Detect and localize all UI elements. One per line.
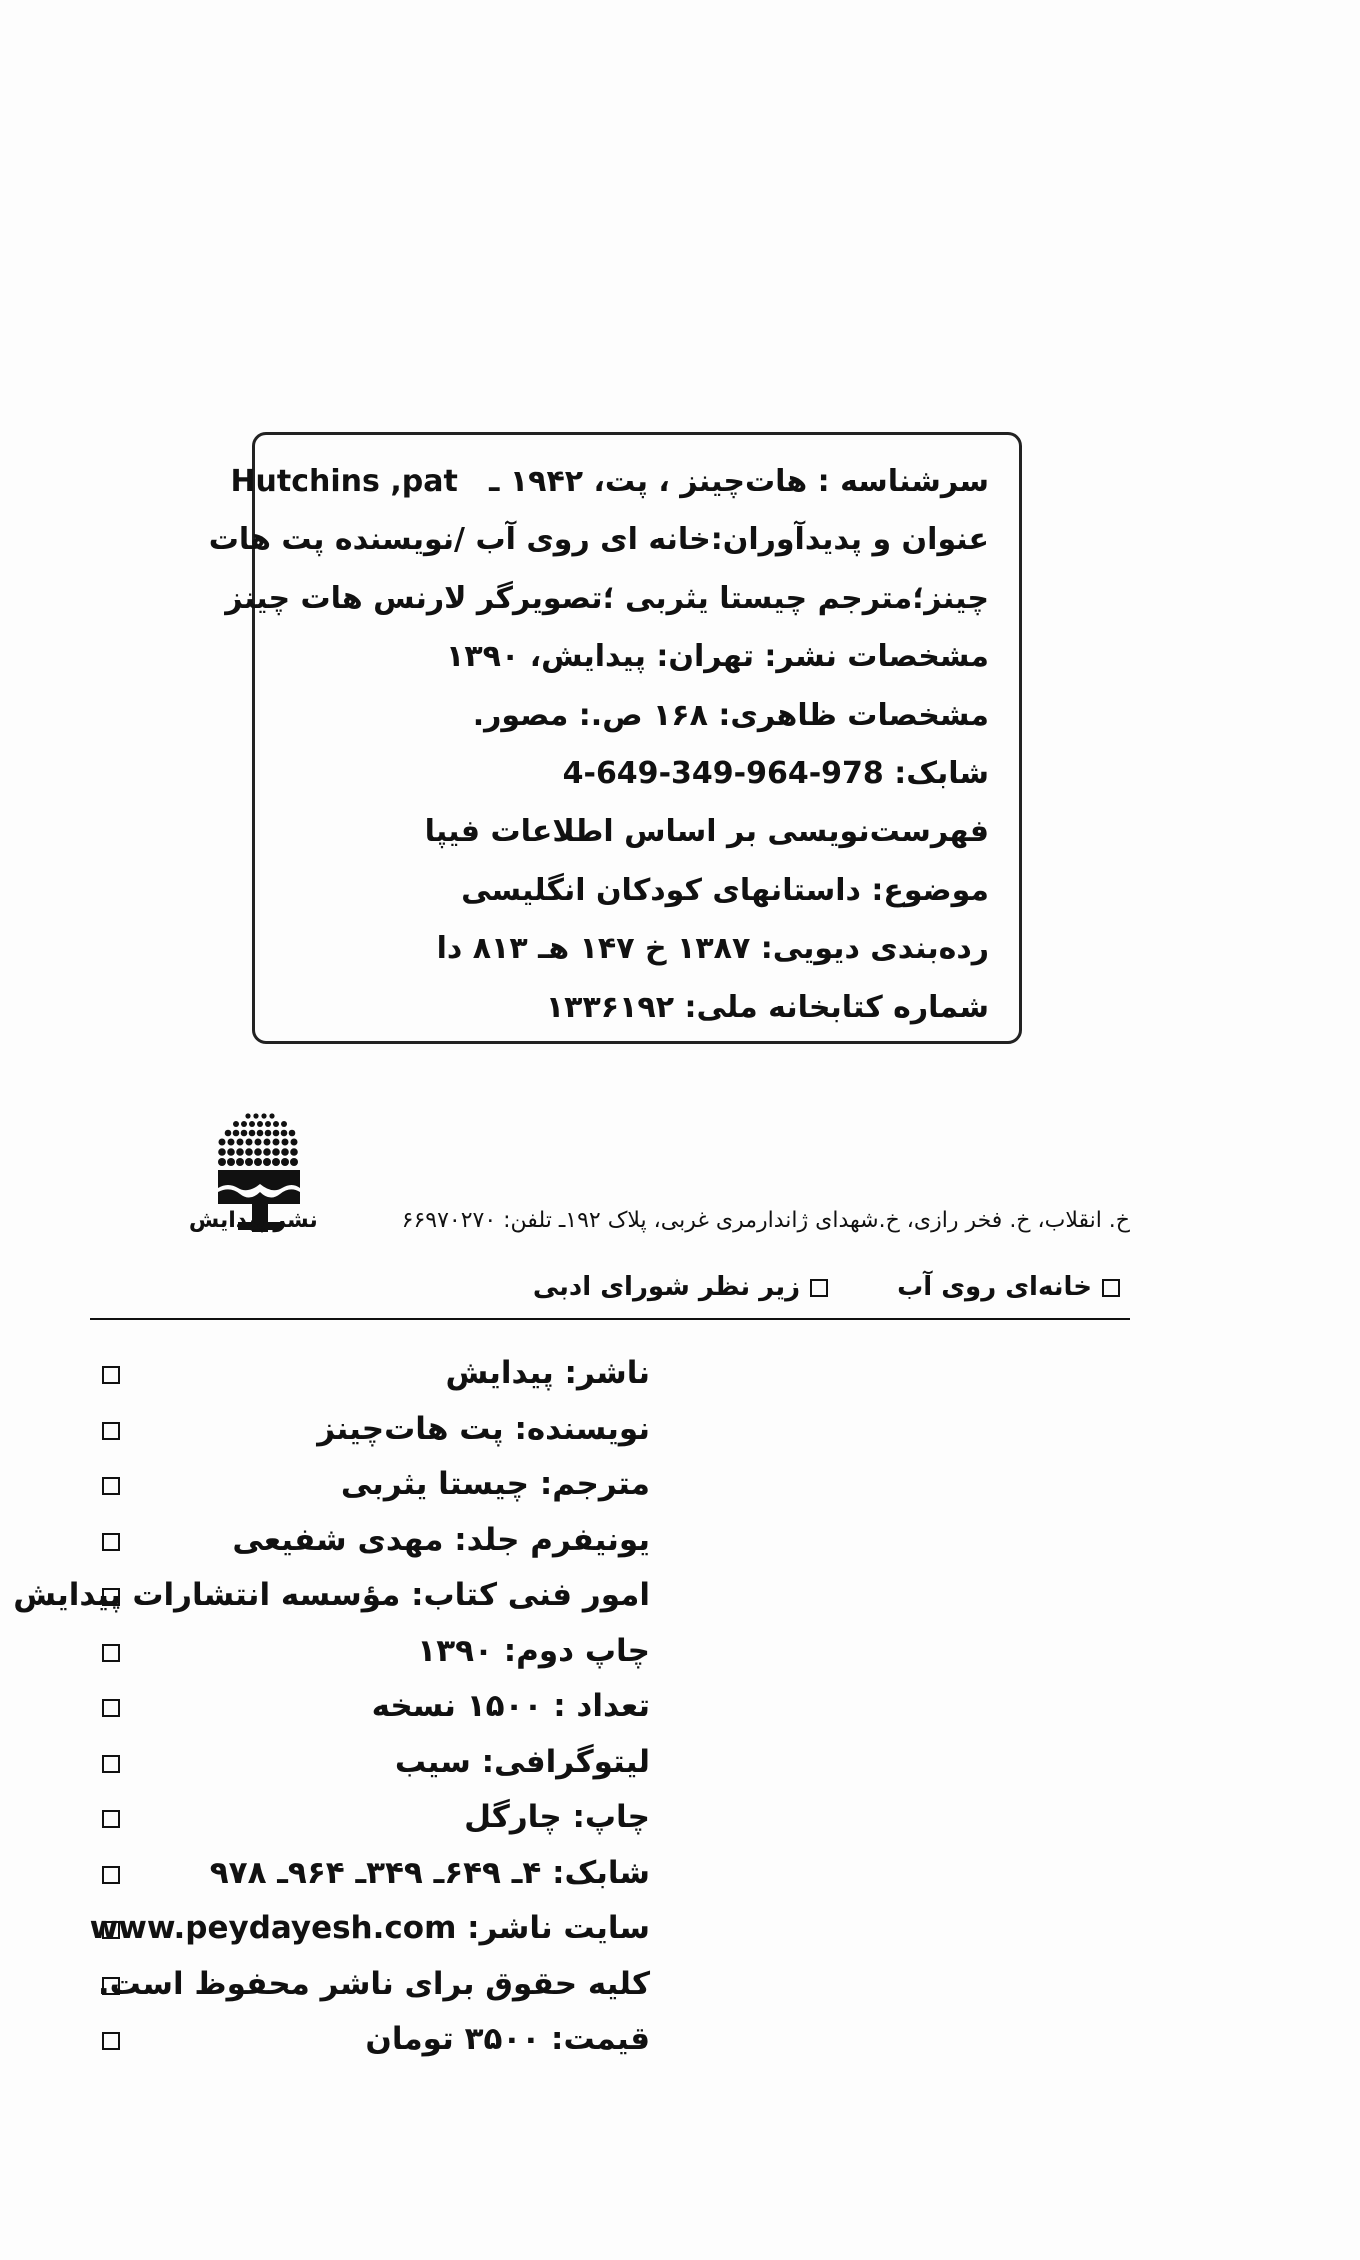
cip-heading-persian: سرشناسه : هات‌چینز ، پت، ۱۹۴۲ ـ bbox=[489, 464, 989, 499]
checkbox-icon bbox=[102, 1699, 120, 1717]
checkbox-icon bbox=[810, 1279, 828, 1297]
checkbox-icon bbox=[102, 1422, 120, 1440]
publisher-name: نشر پیدایش bbox=[188, 1208, 318, 1233]
credit-lithography: لیتوگرافی: سیب bbox=[90, 1735, 650, 1791]
credit-printing: چاپ: چارگل bbox=[90, 1790, 650, 1846]
cip-line-title-cont: چینز؛مترجم چیستا یثربی ؛تصویرگر لارنس هات چینز bbox=[225, 580, 989, 616]
title-row bbox=[460, 1272, 1120, 1302]
checkbox-icon bbox=[102, 1533, 120, 1551]
cataloging-in-publication-box bbox=[208, 432, 1022, 1044]
credit-publisher: ناشر: پیدایش bbox=[90, 1346, 650, 1402]
credit-price: قیمت: ۳۵۰۰ تومان bbox=[90, 2012, 650, 2068]
checkbox-icon bbox=[102, 1366, 120, 1384]
cip-heading-latin: Hutchins ,pat bbox=[230, 464, 458, 499]
publisher-address: خ. انقلاب، خ. فخر رازی، خ.شهدای ژاندارمری غربی، پلاک ۱۹۲ـ تلفن: ۶۶۹۷۰۲۷۰ bbox=[401, 1208, 1130, 1233]
credit-edition: چاپ دوم: ۱۳۹۰ bbox=[90, 1624, 650, 1680]
supervision-item bbox=[533, 1272, 828, 1302]
cip-line-dewey: رده‌بندی دیویی: ۱۳۸۷ خ ۱۴۷ هـ ۸۱۳ دا bbox=[436, 931, 989, 967]
checkbox-icon bbox=[1102, 1279, 1120, 1297]
credit-isbn: شابک: ۴ـ ۶۴۹ـ ۳۴۹ـ ۹۶۴ـ ۹۷۸ bbox=[90, 1846, 650, 1902]
checkbox-icon bbox=[102, 1810, 120, 1828]
cip-line-publication: مشخصات نشر: تهران: پیدایش، ۱۳۹۰ bbox=[446, 639, 989, 675]
cip-heading-line bbox=[230, 453, 989, 511]
credits-list bbox=[13, 1346, 650, 2068]
credit-website: سایت ناشر: www.peydayesh.com bbox=[89, 1910, 650, 1946]
cip-line-physical: مشخصات ظاهری: ۱۶۸ ص.: مصور. bbox=[472, 697, 989, 733]
book-title: خانه‌ای روی آب bbox=[897, 1272, 1092, 1302]
book-title-item bbox=[897, 1272, 1120, 1302]
supervision-note: زیر نظر شورای ادبی bbox=[532, 1272, 801, 1302]
publisher-address-line bbox=[90, 1208, 1130, 1233]
cip-line-national-library: شماره کتابخانه ملی: ۱۳۳۶۱۹۲ bbox=[545, 989, 989, 1025]
divider bbox=[90, 1318, 1130, 1320]
credit-technical: امور فنی کتاب: مؤسسه انتشارات پیدایش bbox=[13, 1577, 650, 1613]
checkbox-icon bbox=[102, 1477, 120, 1495]
credit-cover-design: یونیفرم جلد: مهدی شفیعی bbox=[90, 1513, 650, 1569]
cip-line-title: عنوان و پدیدآوران:خانه ای روی آب /نویسنده پت هات bbox=[208, 522, 989, 558]
cip-line-note: فهرست‌نویسی بر اساس اطلاعات فیپا bbox=[424, 814, 989, 850]
credit-translator: مترجم: چیستا یثربی bbox=[90, 1457, 650, 1513]
checkbox-icon bbox=[102, 1866, 120, 1884]
checkbox-icon bbox=[102, 1644, 120, 1662]
credit-author: نویسنده: پت هات‌چینز bbox=[90, 1402, 650, 1458]
credit-rights: کلیه حقوق برای ناشر محفوظ است. bbox=[97, 1965, 650, 2002]
checkbox-icon bbox=[102, 1755, 120, 1773]
checkbox-icon bbox=[102, 2032, 120, 2050]
cip-line-isbn: شابک: 978-964-349-649-4 bbox=[562, 756, 989, 792]
cip-line-subject: موضوع: داستانهای کودکان انگلیسی bbox=[461, 872, 989, 908]
credit-print-run: تعداد : ۱۵۰۰ نسخه bbox=[90, 1679, 650, 1735]
